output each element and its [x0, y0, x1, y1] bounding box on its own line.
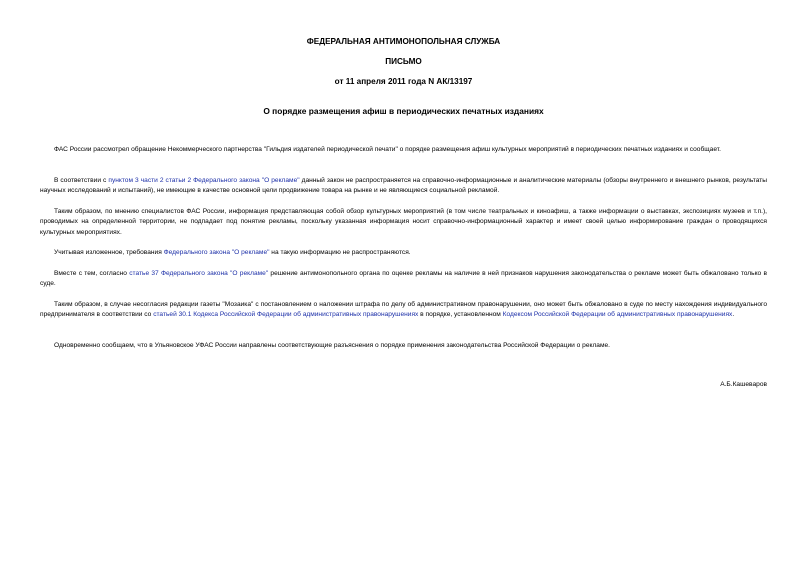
paragraph-2 [40, 176, 767, 197]
paragraph-4 [40, 248, 767, 258]
document-subject: О порядке размещения афиш в периодических печатных изданиях [263, 106, 544, 116]
document-date-number: от 11 апреля 2011 года N АК/13197 [334, 77, 473, 86]
advertising-law-link[interactable]: Федерального закона "О рекламе" [163, 249, 270, 256]
paragraph-4-text-start: Учитывая изложенное, требования [54, 249, 164, 256]
law-article-2-link[interactable]: пунктом 3 части 2 статьи 2 Федерального закона "О рекламе" [108, 177, 300, 184]
paragraph-1 [40, 145, 767, 155]
paragraph-2-text [40, 176, 767, 197]
administrative-code-link[interactable]: Кодексом Российской Федерации об административных правонарушениях [502, 311, 733, 319]
paragraph-6-text-end: . [732, 311, 735, 319]
paragraph-2-text-end: данный закон не распространяется на справочно-информационные и аналитические материалы (обзоры внутреннего и внешнего рынков, результаты научных исследований и испытаний), не имеющие в качестве основной цели продвижение товара на рынке и не являющиеся социальной рекламой. [40, 177, 767, 195]
organization-title: ФЕДЕРАЛЬНАЯ АНТИМОНОПОЛЬНАЯ СЛУЖБА [306, 37, 501, 46]
paragraph-7-text: Одновременно сообщаем, что в Ульяновское УФАС России направлены соответствующие разъяснения о порядке применения законодательства Российской Федерации о рекламе. [54, 342, 611, 349]
paragraph-6-text-start: Таким образом, в случае несогласия редакции газеты "Мозаика" с постановлением о наложении штрафа по делу об административном правонарушении, оно может быть обжаловано в суде по месту нахождения индивидуального предпринимателя в соответствии со [40, 301, 767, 319]
paragraph-6 [40, 300, 767, 321]
paragraph-4-text-end: на такую информацию не распространяются. [269, 249, 411, 256]
paragraph-2-text-start: В соответствии с [54, 177, 109, 184]
paragraph-6-text-middle: в порядке, установленном [418, 311, 503, 319]
law-article-37-link[interactable]: статье 37 Федерального закона "О рекламе" [129, 270, 269, 277]
paragraph-4-text [40, 248, 767, 258]
paragraph-7 [40, 341, 767, 351]
paragraph-6-text [40, 300, 767, 321]
code-article-30-1-link[interactable]: статьей 30.1 Кодекса Российской Федерации об административных правонарушениях [153, 311, 419, 319]
paragraph-5 [40, 269, 767, 290]
signature: А.Б.Кашеваров [720, 381, 767, 388]
paragraph-5-text [40, 269, 767, 290]
paragraph-3-text: Таким образом, по мнению специалистов ФАС России, информация представляющая собой обзор культурных мероприятий (в том числе театральных и киноафиш, а также информации о выставках, экспозициях музеев и т.п.), проводимых на определенной территории, не подпадает под понятие рекламы, поскольку указанная информация носит справочно-информационный характер и имеет своей целью информирование граждан о проводящихся культурных мероприятиях. [40, 208, 767, 236]
document-type: ПИСЬМО [385, 57, 422, 66]
paragraph-5-text-start: Вместе с тем, согласно [54, 270, 130, 277]
paragraph-1-text: ФАС России рассмотрел обращение Некоммерческого партнерства "Гильдия издателей периодической печати" о порядке размещения афиш культурных мероприятий в периодических печатных изданиях и сообщает. [54, 146, 721, 153]
paragraph-5-text-end: решение антимонопольного органа по оценке рекламы на наличие в ней признаков нарушения законодательства о рекламе может быть обжаловано только в суде. [40, 270, 767, 288]
paragraph-3 [40, 207, 767, 238]
